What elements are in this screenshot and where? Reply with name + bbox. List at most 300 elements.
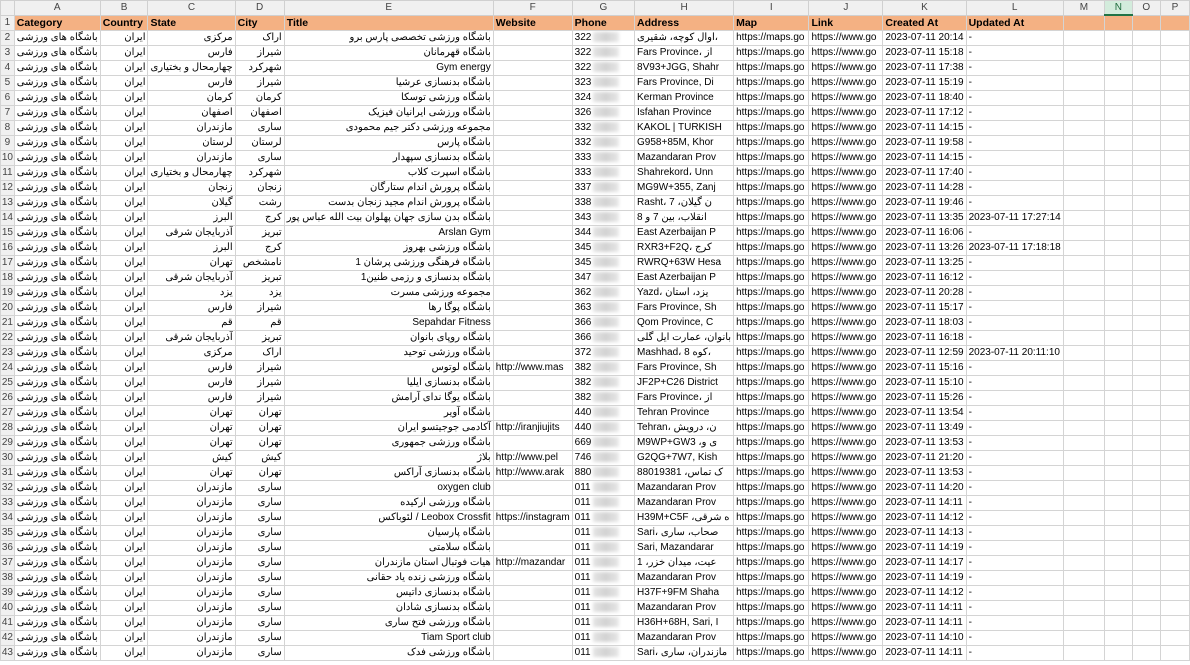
header-cell[interactable]: Website (493, 15, 572, 31)
empty-cell[interactable] (1160, 466, 1189, 481)
empty-cell[interactable] (1132, 316, 1160, 331)
cell-map[interactable]: https://maps.go (734, 226, 809, 241)
cell-phone[interactable] (572, 331, 634, 346)
cell-link[interactable]: https://www.go (809, 481, 883, 496)
cell-created[interactable]: 2023-07-11 13:49 (883, 421, 966, 436)
cell-map[interactable]: https://maps.go (734, 631, 809, 646)
cell-cat[interactable]: باشگاه های ورزشی (14, 106, 100, 121)
cell-city[interactable]: ساری (235, 481, 284, 496)
header-cell[interactable]: State (148, 15, 235, 31)
cell-link[interactable]: https://www.go (809, 496, 883, 511)
empty-cell[interactable] (1160, 331, 1189, 346)
row-number[interactable]: 6 (1, 91, 15, 106)
cell-country[interactable]: ایران (100, 31, 148, 46)
cell-map[interactable]: https://maps.go (734, 196, 809, 211)
empty-cell[interactable] (1063, 646, 1104, 661)
cell-country[interactable]: ایران (100, 391, 148, 406)
cell-link[interactable]: https://www.go (809, 436, 883, 451)
cell-website[interactable] (493, 136, 572, 151)
cell-map[interactable]: https://maps.go (734, 616, 809, 631)
cell-website[interactable] (493, 541, 572, 556)
cell-phone[interactable] (572, 556, 634, 571)
cell-title[interactable]: Sepahdar Fitness (284, 316, 493, 331)
cell-address[interactable]: G958+85M, Khor (635, 136, 734, 151)
empty-cell[interactable] (1105, 346, 1133, 361)
cell-created[interactable]: 2023-07-11 20:28 (883, 286, 966, 301)
empty-cell[interactable] (1160, 196, 1189, 211)
cell-website[interactable] (493, 121, 572, 136)
cell-cat[interactable]: باشگاه های ورزشی (14, 271, 100, 286)
cell-phone[interactable] (572, 526, 634, 541)
cell-title[interactable]: باشگاه ورزشی توسکا (284, 91, 493, 106)
cell-address[interactable]: H37F+9FM Shaha (635, 586, 734, 601)
cell-state[interactable]: تهران (148, 406, 235, 421)
cell-address[interactable]: 88019381 ،ک تماس (635, 466, 734, 481)
cell-title[interactable]: باشگاه پرورش اندام ستارگان (284, 181, 493, 196)
empty-cell[interactable] (1132, 286, 1160, 301)
cell-website[interactable] (493, 391, 572, 406)
empty-cell[interactable] (1063, 466, 1104, 481)
cell-cat[interactable]: باشگاه های ورزشی (14, 616, 100, 631)
row-number[interactable]: 5 (1, 76, 15, 91)
cell-address[interactable]: Mazandaran Prov (635, 571, 734, 586)
cell-link[interactable]: https://www.go (809, 601, 883, 616)
cell-city[interactable]: زنجان (235, 181, 284, 196)
cell-state[interactable]: البرز (148, 211, 235, 226)
cell-link[interactable]: https://www.go (809, 406, 883, 421)
cell-phone[interactable] (572, 376, 634, 391)
cell-address[interactable]: MG9W+355, Zanj (635, 181, 734, 196)
cell-state[interactable]: فارس (148, 361, 235, 376)
cell-title[interactable]: باشگاه ورزشی بهروز (284, 241, 493, 256)
cell-city[interactable]: ساری (235, 586, 284, 601)
cell-link[interactable]: https://www.go (809, 451, 883, 466)
cell-cat[interactable]: باشگاه های ورزشی (14, 286, 100, 301)
cell-state[interactable]: فارس (148, 391, 235, 406)
empty-cell[interactable] (1105, 226, 1133, 241)
cell-link[interactable]: https://www.go (809, 61, 883, 76)
cell-state[interactable]: مازندران (148, 121, 235, 136)
cell-phone[interactable] (572, 571, 634, 586)
cell-city[interactable]: شیراز (235, 46, 284, 61)
cell-website[interactable] (493, 91, 572, 106)
cell-state[interactable]: یزد (148, 286, 235, 301)
empty-cell[interactable] (1160, 76, 1189, 91)
empty-cell[interactable] (1063, 451, 1104, 466)
cell-city[interactable]: تبریز (235, 271, 284, 286)
cell-updated[interactable]: - (966, 421, 1063, 436)
empty-cell[interactable] (1160, 586, 1189, 601)
cell-link[interactable]: https://www.go (809, 226, 883, 241)
header-cell[interactable]: Address (635, 15, 734, 31)
header-cell[interactable]: Link (809, 15, 883, 31)
cell-updated[interactable]: - (966, 466, 1063, 481)
cell-link[interactable]: https://www.go (809, 526, 883, 541)
cell-website[interactable] (493, 376, 572, 391)
cell-website[interactable] (493, 526, 572, 541)
cell-address[interactable]: H39M+C5F ،ه شرقی (635, 511, 734, 526)
cell-map[interactable]: https://maps.go (734, 106, 809, 121)
cell-city[interactable]: شیراز (235, 76, 284, 91)
header-cell[interactable]: Created At (883, 15, 966, 31)
cell-cat[interactable]: باشگاه های ورزشی (14, 151, 100, 166)
empty-cell[interactable] (1105, 496, 1133, 511)
cell-updated[interactable]: - (966, 46, 1063, 61)
cell-cat[interactable]: باشگاه های ورزشی (14, 226, 100, 241)
cell-cat[interactable]: باشگاه های ورزشی (14, 511, 100, 526)
empty-cell[interactable] (1063, 271, 1104, 286)
cell-created[interactable]: 2023-07-11 16:12 (883, 271, 966, 286)
cell-cat[interactable]: باشگاه های ورزشی (14, 316, 100, 331)
empty-cell[interactable] (1132, 226, 1160, 241)
cell-link[interactable]: https://www.go (809, 106, 883, 121)
empty-cell[interactable] (1132, 166, 1160, 181)
cell-state[interactable]: مازندران (148, 601, 235, 616)
cell-cat[interactable]: باشگاه های ورزشی (14, 421, 100, 436)
cell-cat[interactable]: باشگاه های ورزشی (14, 196, 100, 211)
column-header-f[interactable]: F (493, 1, 572, 16)
cell-updated[interactable]: - (966, 331, 1063, 346)
cell-country[interactable]: ایران (100, 46, 148, 61)
empty-cell[interactable] (1132, 466, 1160, 481)
cell-phone[interactable] (572, 106, 634, 121)
empty-cell[interactable] (1105, 616, 1133, 631)
empty-cell[interactable] (1063, 496, 1104, 511)
cell-updated[interactable]: - (966, 556, 1063, 571)
empty-cell[interactable] (1160, 376, 1189, 391)
cell-updated[interactable]: - (966, 31, 1063, 46)
cell-country[interactable]: ایران (100, 166, 148, 181)
cell-link[interactable]: https://www.go (809, 271, 883, 286)
cell-state[interactable]: اصفهان (148, 106, 235, 121)
cell-map[interactable]: https://maps.go (734, 556, 809, 571)
cell-map[interactable]: https://maps.go (734, 646, 809, 661)
cell-address[interactable]: H36H+68H, Sari, I (635, 616, 734, 631)
empty-cell[interactable] (1132, 616, 1160, 631)
cell-title[interactable]: باشگاه پرورش اندام مجید زنجان بدست (284, 196, 493, 211)
cell-phone[interactable] (572, 256, 634, 271)
cell-country[interactable]: ایران (100, 271, 148, 286)
empty-cell[interactable] (1105, 61, 1133, 76)
cell-country[interactable]: ایران (100, 316, 148, 331)
column-header-a[interactable]: A (14, 1, 100, 16)
cell-phone[interactable] (572, 31, 634, 46)
cell-state[interactable]: آذربایجان شرقی (148, 226, 235, 241)
cell-created[interactable]: 2023-07-11 18:03 (883, 316, 966, 331)
cell-map[interactable]: https://maps.go (734, 271, 809, 286)
cell-address[interactable]: Kerman Province (635, 91, 734, 106)
cell-link[interactable]: https://www.go (809, 301, 883, 316)
cell-phone[interactable] (572, 211, 634, 226)
empty-cell[interactable] (1132, 601, 1160, 616)
cell-country[interactable]: ایران (100, 136, 148, 151)
cell-country[interactable]: ایران (100, 376, 148, 391)
cell-website[interactable] (493, 76, 572, 91)
cell-website[interactable] (493, 586, 572, 601)
empty-cell[interactable] (1105, 256, 1133, 271)
cell-link[interactable]: https://www.go (809, 646, 883, 661)
cell-title[interactable]: باشگاه ورزشی فتح ساری (284, 616, 493, 631)
cell-phone[interactable] (572, 196, 634, 211)
empty-cell[interactable] (1132, 556, 1160, 571)
empty-cell[interactable] (1160, 646, 1189, 661)
cell-link[interactable]: https://www.go (809, 421, 883, 436)
cell-country[interactable]: ایران (100, 436, 148, 451)
cell-updated[interactable]: - (966, 586, 1063, 601)
column-header-b[interactable]: B (100, 1, 148, 16)
cell-link[interactable]: https://www.go (809, 586, 883, 601)
cell-updated[interactable]: - (966, 541, 1063, 556)
cell-country[interactable]: ایران (100, 121, 148, 136)
cell-city[interactable]: تهران (235, 466, 284, 481)
cell-website[interactable] (493, 631, 572, 646)
empty-cell[interactable] (1132, 346, 1160, 361)
empty-cell[interactable] (1063, 256, 1104, 271)
cell-website[interactable] (493, 181, 572, 196)
empty-cell[interactable] (1160, 631, 1189, 646)
column-header-l[interactable]: L (966, 1, 1063, 16)
cell-state[interactable]: فارس (148, 301, 235, 316)
cell-created[interactable]: 2023-07-11 19:46 (883, 196, 966, 211)
cell-link[interactable]: https://www.go (809, 91, 883, 106)
cell-created[interactable]: 2023-07-11 14:15 (883, 121, 966, 136)
cell-phone[interactable] (572, 226, 634, 241)
empty-cell[interactable] (1160, 511, 1189, 526)
cell-updated[interactable]: - (966, 646, 1063, 661)
cell-link[interactable]: https://www.go (809, 286, 883, 301)
row-number[interactable]: 26 (1, 391, 15, 406)
empty-cell[interactable] (1063, 436, 1104, 451)
cell-updated[interactable]: - (966, 436, 1063, 451)
cell-map[interactable]: https://maps.go (734, 286, 809, 301)
cell-country[interactable]: ایران (100, 511, 148, 526)
empty-cell[interactable] (1063, 331, 1104, 346)
cell-country[interactable]: ایران (100, 631, 148, 646)
cell-updated[interactable]: - (966, 196, 1063, 211)
empty-cell[interactable] (1160, 121, 1189, 136)
cell-cat[interactable]: باشگاه های ورزشی (14, 466, 100, 481)
cell-updated[interactable]: - (966, 106, 1063, 121)
empty-cell[interactable] (1132, 271, 1160, 286)
empty-cell[interactable] (1105, 106, 1133, 121)
cell-website[interactable]: http://mazandar (493, 556, 572, 571)
row-number[interactable]: 33 (1, 496, 15, 511)
empty-cell[interactable] (1105, 436, 1133, 451)
cell-state[interactable]: مرکزی (148, 346, 235, 361)
row-number[interactable]: 2 (1, 31, 15, 46)
cell-cat[interactable]: باشگاه های ورزشی (14, 241, 100, 256)
cell-link[interactable]: https://www.go (809, 46, 883, 61)
cell-updated[interactable]: - (966, 526, 1063, 541)
empty-cell[interactable] (1063, 151, 1104, 166)
cell-state[interactable]: مازندران (148, 571, 235, 586)
cell-address[interactable]: Fars Province, Sh (635, 361, 734, 376)
cell-cat[interactable]: باشگاه های ورزشی (14, 346, 100, 361)
empty-cell[interactable] (1132, 511, 1160, 526)
row-number[interactable]: 25 (1, 376, 15, 391)
empty-cell[interactable] (1105, 601, 1133, 616)
cell-cat[interactable]: باشگاه های ورزشی (14, 451, 100, 466)
cell-country[interactable]: ایران (100, 226, 148, 241)
cell-link[interactable]: https://www.go (809, 391, 883, 406)
empty-cell[interactable] (1105, 511, 1133, 526)
cell-map[interactable]: https://maps.go (734, 151, 809, 166)
cell-state[interactable]: مازندران (148, 481, 235, 496)
cell-phone[interactable] (572, 286, 634, 301)
cell-city[interactable]: شیراز (235, 391, 284, 406)
empty-cell[interactable] (1132, 571, 1160, 586)
empty-cell[interactable] (1105, 166, 1133, 181)
empty-cell[interactable] (1063, 196, 1104, 211)
empty-cell[interactable] (1132, 46, 1160, 61)
cell-city[interactable]: شهرکرد (235, 61, 284, 76)
cell-phone[interactable] (572, 271, 634, 286)
cell-title[interactable]: باشگاه ورزشی ایرانیان فیزیک (284, 106, 493, 121)
empty-cell[interactable] (1132, 496, 1160, 511)
cell-phone[interactable] (572, 166, 634, 181)
empty-cell[interactable] (1160, 286, 1189, 301)
cell-city[interactable]: ساری (235, 121, 284, 136)
row-number[interactable]: 21 (1, 316, 15, 331)
column-header-i[interactable]: I (734, 1, 809, 16)
cell-created[interactable]: 2023-07-11 15:26 (883, 391, 966, 406)
row-number[interactable]: 38 (1, 571, 15, 586)
cell-link[interactable]: https://www.go (809, 346, 883, 361)
cell-city[interactable]: ساری (235, 496, 284, 511)
empty-cell[interactable] (1132, 331, 1160, 346)
empty-cell[interactable] (1063, 226, 1104, 241)
cell-phone[interactable] (572, 511, 634, 526)
empty-cell[interactable] (1160, 391, 1189, 406)
cell-phone[interactable] (572, 136, 634, 151)
empty-cell[interactable] (1132, 256, 1160, 271)
cell-phone[interactable] (572, 406, 634, 421)
cell-website[interactable] (493, 106, 572, 121)
cell-city[interactable]: تبریز (235, 331, 284, 346)
cell-updated[interactable]: - (966, 256, 1063, 271)
cell-state[interactable]: تهران (148, 256, 235, 271)
row-number[interactable]: 12 (1, 181, 15, 196)
cell-address[interactable]: RWRQ+63W Hesa (635, 256, 734, 271)
cell-map[interactable]: https://maps.go (734, 361, 809, 376)
cell-cat[interactable]: باشگاه های ورزشی (14, 526, 100, 541)
cell-map[interactable]: https://maps.go (734, 451, 809, 466)
cell-address[interactable]: Mazandaran Prov (635, 601, 734, 616)
empty-cell[interactable] (1160, 541, 1189, 556)
cell-city[interactable]: قم (235, 316, 284, 331)
cell-cat[interactable]: باشگاه های ورزشی (14, 361, 100, 376)
cell-country[interactable]: ایران (100, 346, 148, 361)
empty-cell[interactable] (1132, 211, 1160, 226)
cell-created[interactable]: 2023-07-11 21:20 (883, 451, 966, 466)
cell-website[interactable]: http://www.pel (493, 451, 572, 466)
cell-country[interactable]: ایران (100, 151, 148, 166)
cell-country[interactable]: ایران (100, 211, 148, 226)
empty-cell[interactable] (1105, 466, 1133, 481)
empty-cell[interactable] (1063, 541, 1104, 556)
row-number[interactable]: 40 (1, 601, 15, 616)
cell-website[interactable] (493, 601, 572, 616)
cell-updated[interactable]: - (966, 616, 1063, 631)
empty-cell[interactable] (1063, 571, 1104, 586)
row-number[interactable]: 9 (1, 136, 15, 151)
cell-country[interactable]: ایران (100, 91, 148, 106)
cell-address[interactable]: بانوان، عمارت ایل گلی (635, 331, 734, 346)
cell-title[interactable]: باشگاه پارسیان (284, 526, 493, 541)
cell-cat[interactable]: باشگاه های ورزشی (14, 496, 100, 511)
cell-address[interactable]: Mazandaran Prov (635, 631, 734, 646)
empty-cell[interactable] (1132, 646, 1160, 661)
cell-cat[interactable]: باشگاه های ورزشی (14, 61, 100, 76)
cell-title[interactable]: باشگاه یوگا ندای آرامش (284, 391, 493, 406)
cell-phone[interactable] (572, 361, 634, 376)
cell-updated[interactable]: - (966, 76, 1063, 91)
cell-title[interactable]: باشگاه بدنسازی ایلیا (284, 376, 493, 391)
empty-cell[interactable] (1160, 166, 1189, 181)
cell-address[interactable]: Sari, Mazandarar (635, 541, 734, 556)
cell-city[interactable]: نامشخص (235, 256, 284, 271)
cell-updated[interactable]: 2023-07-11 20:11:10 (966, 346, 1063, 361)
cell-updated[interactable]: - (966, 406, 1063, 421)
empty-cell[interactable] (1160, 436, 1189, 451)
cell-cat[interactable]: باشگاه های ورزشی (14, 121, 100, 136)
cell-map[interactable]: https://maps.go (734, 466, 809, 481)
cell-address[interactable]: East Azerbaijan P (635, 271, 734, 286)
cell-country[interactable]: ایران (100, 466, 148, 481)
cell-created[interactable]: 2023-07-11 13:25 (883, 256, 966, 271)
cell-map[interactable]: https://maps.go (734, 421, 809, 436)
cell-updated[interactable]: - (966, 631, 1063, 646)
empty-cell[interactable] (1132, 421, 1160, 436)
cell-country[interactable]: ایران (100, 361, 148, 376)
empty-cell[interactable] (1063, 46, 1104, 61)
empty-cell[interactable] (1160, 361, 1189, 376)
cell-created[interactable]: 2023-07-11 14:19 (883, 571, 966, 586)
cell-city[interactable]: اصفهان (235, 106, 284, 121)
row-number[interactable]: 43 (1, 646, 15, 661)
cell-city[interactable]: رشت (235, 196, 284, 211)
cell-map[interactable]: https://maps.go (734, 331, 809, 346)
cell-map[interactable]: https://maps.go (734, 91, 809, 106)
cell-state[interactable]: قم (148, 316, 235, 331)
cell-phone[interactable] (572, 301, 634, 316)
cell-country[interactable]: ایران (100, 286, 148, 301)
cell-website[interactable]: http://iranjiujits (493, 421, 572, 436)
empty-cell[interactable] (1063, 301, 1104, 316)
cell-country[interactable]: ایران (100, 181, 148, 196)
cell-link[interactable]: https://www.go (809, 331, 883, 346)
cell-created[interactable]: 2023-07-11 14:11 (883, 616, 966, 631)
cell-address[interactable]: Shahrekord، Unn (635, 166, 734, 181)
cell-created[interactable]: 2023-07-11 14:17 (883, 556, 966, 571)
cell-map[interactable]: https://maps.go (734, 31, 809, 46)
empty-cell[interactable] (1105, 271, 1133, 286)
cell-map[interactable]: https://maps.go (734, 211, 809, 226)
row-number[interactable]: 24 (1, 361, 15, 376)
cell-link[interactable]: https://www.go (809, 541, 883, 556)
cell-city[interactable]: کرمان (235, 91, 284, 106)
empty-cell[interactable] (1105, 15, 1133, 31)
empty-cell[interactable] (1132, 15, 1160, 31)
cell-title[interactable]: باشگاه بدنسازی و رزمی طنین1 (284, 271, 493, 286)
empty-cell[interactable] (1132, 136, 1160, 151)
cell-phone[interactable] (572, 241, 634, 256)
row-number[interactable]: 1 (1, 15, 15, 31)
empty-cell[interactable] (1063, 526, 1104, 541)
cell-state[interactable]: فارس (148, 46, 235, 61)
header-cell[interactable]: City (235, 15, 284, 31)
cell-map[interactable]: https://maps.go (734, 76, 809, 91)
